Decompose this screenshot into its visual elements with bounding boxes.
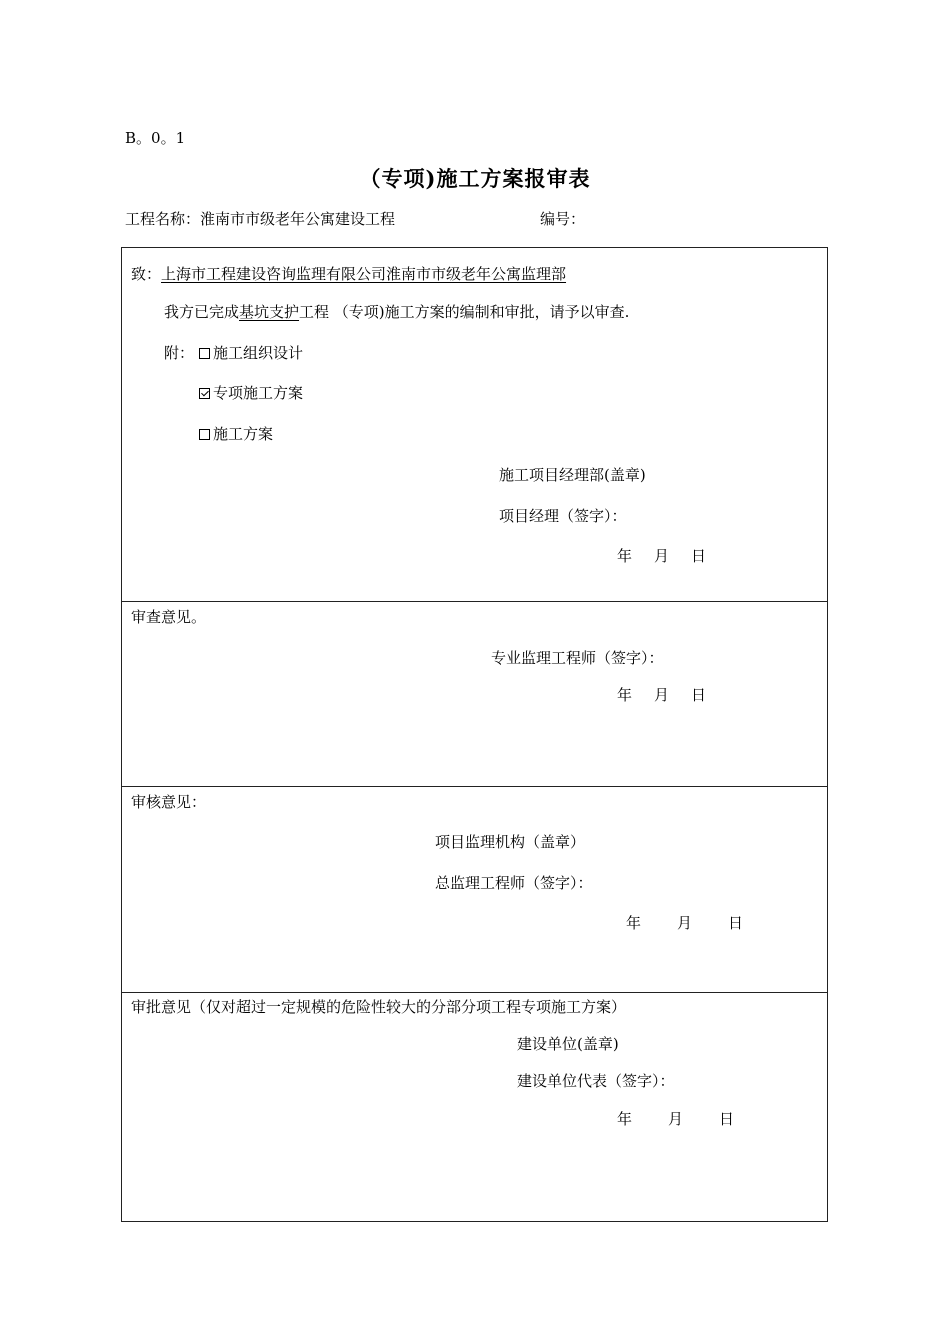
- approval-section: [121, 992, 828, 1222]
- attachment-label-text: 专项施工方案: [213, 384, 304, 402]
- checkbox-icon[interactable]: [199, 429, 210, 440]
- attachment-label-text: 施工方案: [213, 425, 274, 443]
- review-heading: 审查意见。: [131, 608, 207, 626]
- project-name-row: [125, 208, 395, 229]
- statement-prefix: 我方已完成: [164, 303, 240, 321]
- owner-representative-signature: 建设单位代表（签字）：: [517, 1072, 675, 1090]
- date-day: 日: [691, 547, 707, 565]
- statement-suffix: 工程 （专项)施工方案的编制和审批，请予以审查.: [299, 303, 630, 321]
- date-day: 日: [691, 686, 707, 704]
- page-title: （专项)施工方案报审表: [359, 166, 591, 191]
- date-year: 年: [626, 914, 642, 932]
- approval-heading: 审批意见（仅对超过一定规模的危险性较大的分部分项工程专项施工方案）: [131, 998, 627, 1016]
- contractor-stamp: 施工项目经理部(盖章): [499, 466, 646, 484]
- number-label: 编号：: [540, 210, 586, 228]
- date-row: [617, 684, 706, 705]
- date-month: 月: [654, 686, 670, 704]
- date-month: 月: [668, 1110, 684, 1128]
- date-row: [617, 1108, 734, 1129]
- date-row: [626, 912, 743, 933]
- checked-checkbox-icon[interactable]: [199, 388, 210, 399]
- date-month: 月: [654, 547, 670, 565]
- document-code: B。0。1: [125, 129, 186, 147]
- project-manager-signature: 项目经理（签字）：: [499, 507, 627, 525]
- project-name-value: 淮南市市级老年公寓建设工程: [200, 210, 396, 228]
- submission-statement: [164, 301, 629, 322]
- date-day: 日: [728, 914, 744, 932]
- date-day: 日: [719, 1110, 735, 1128]
- addressee-row: [131, 263, 566, 284]
- review-section: [121, 601, 828, 787]
- checkbox-icon[interactable]: [199, 348, 210, 359]
- attachment-item-special-plan[interactable]: [199, 382, 303, 403]
- addressee-org: 上海市工程建设咨询监理有限公司淮南市市级老年公寓监理部: [161, 265, 567, 283]
- supervision-engineer-signature: 专业监理工程师（签字）：: [491, 649, 664, 667]
- date-row: [617, 545, 706, 566]
- supervision-org-stamp: 项目监理机构（盖章）: [435, 833, 586, 851]
- submission-section: [121, 247, 828, 602]
- date-year: 年: [617, 1110, 633, 1128]
- statement-work-item: 基坑支护: [239, 303, 300, 321]
- addressee-label: 致：: [131, 265, 162, 283]
- date-year: 年: [617, 686, 633, 704]
- attachment-label-text: 施工组织设计: [213, 344, 304, 362]
- owner-stamp: 建设单位(盖章): [517, 1035, 619, 1053]
- date-month: 月: [677, 914, 693, 932]
- attachment-item-organization-design[interactable]: [199, 342, 303, 363]
- audit-section: [121, 786, 828, 993]
- project-name-label: 工程名称：: [125, 210, 201, 228]
- attachment-label: 附：: [164, 344, 195, 362]
- chief-engineer-signature: 总监理工程师（签字）：: [435, 874, 593, 892]
- audit-heading: 审核意见：: [131, 793, 207, 811]
- date-year: 年: [617, 547, 633, 565]
- attachment-item-construction-plan[interactable]: [199, 423, 273, 444]
